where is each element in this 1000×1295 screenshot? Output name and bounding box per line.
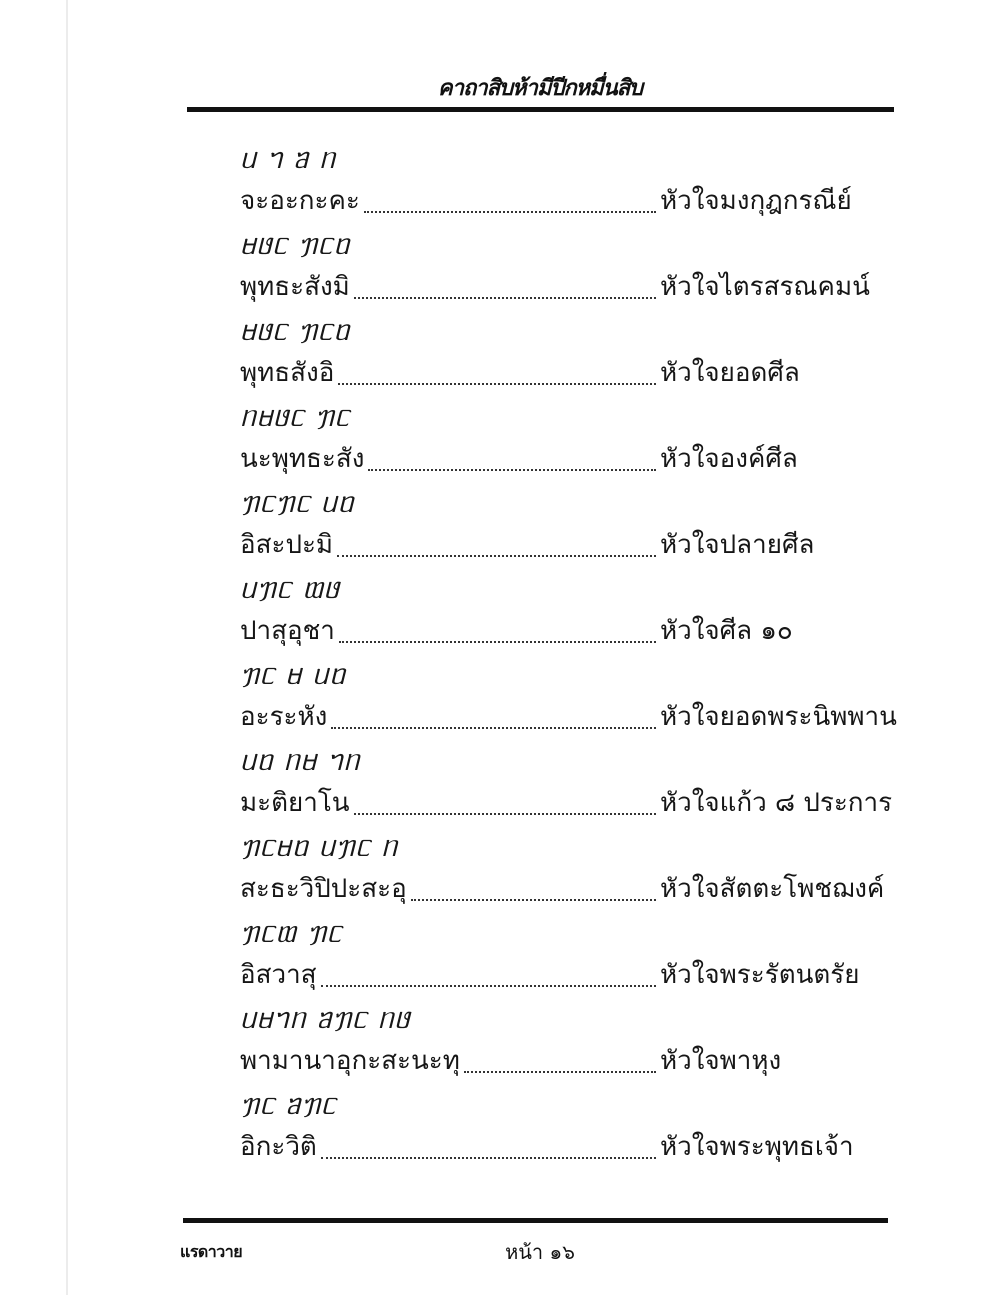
- dot-leader: [337, 555, 656, 557]
- entry-row: [240, 1127, 860, 1167]
- entry-row: [240, 869, 885, 909]
- script-line: ᥛᥳᥴ ᥟᥴᥝ: [240, 313, 351, 347]
- entry-row: [240, 1041, 860, 1081]
- dot-leader: [464, 1071, 656, 1073]
- entry-row: [240, 955, 860, 995]
- script-line: ᥛᥳᥴ ᥟᥴᥝ: [240, 227, 351, 261]
- entry-meaning: หัวใจพระรัตนตรัย: [660, 960, 860, 990]
- page-number: หน้า ๑๖: [505, 1240, 575, 1264]
- script-line: ᥙᥛᥐᥒ ᥑᥟᥴ ᥒᥳ: [240, 1001, 411, 1035]
- entry-row: [240, 439, 860, 479]
- entry-meaning: หัวใจยอดพระนิพพาน: [660, 702, 897, 732]
- entry-meaning: หัวใจปลายศีล: [660, 530, 815, 560]
- entry-meaning: หัวใจพระพุทธเจ้า: [660, 1132, 854, 1162]
- entry-syllables: ปาสุอุชา: [240, 616, 335, 646]
- script-line: ᥟᥴᥟᥴ ᥙᥝ: [240, 485, 355, 519]
- entry-meaning: หัวใจสัตตะโพชฌงค์: [660, 874, 885, 904]
- script-line: ᥟᥴ ᥛ ᥙᥝ: [240, 657, 346, 691]
- entry-syllables: จะอะกะคะ: [240, 186, 360, 216]
- page-edge: [66, 0, 68, 1295]
- footer-rule: [183, 1218, 888, 1223]
- script-line: ᥙᥝ ᥒᥛ ᥐᥒ: [240, 743, 361, 777]
- entry-meaning: หัวใจศีล ๑๐: [660, 616, 793, 646]
- entry-row: [240, 267, 870, 307]
- dot-leader: [354, 297, 656, 299]
- script-line: ᥟᥴᥛᥝ ᥙᥟᥴ ᥒ: [240, 829, 398, 863]
- entry-syllables: สะธะวิปิปะสะอุ: [240, 874, 407, 904]
- entry-syllables: พามานาอุกะสะนะทุ: [240, 1046, 460, 1076]
- script-line: ᥙᥟᥴ ᥗᥳ: [240, 571, 340, 605]
- entry-meaning: หัวใจองค์ศีล: [660, 444, 798, 474]
- entry-meaning: หัวใจไตรสรณคมน์: [660, 272, 870, 302]
- chant-content: [240, 135, 897, 1167]
- dot-leader: [331, 727, 656, 729]
- entry-row: [240, 611, 860, 651]
- dot-leader: [364, 211, 656, 213]
- entry-row: [240, 181, 860, 221]
- page-header-title: คาถาสิบห้ามีปีกหมื่นสิบ: [437, 76, 643, 101]
- entry-syllables: อิสวาสุ: [240, 960, 317, 990]
- script-line: ᥒᥛᥳᥴ ᥟᥴ: [240, 399, 351, 433]
- entry-syllables: อิสะปะมิ: [240, 530, 334, 560]
- dot-leader: [339, 641, 656, 643]
- dot-leader: [338, 383, 656, 385]
- entry-syllables: อะระหัง: [240, 702, 328, 732]
- entry-meaning: หัวใจยอดศีล: [660, 358, 800, 388]
- dot-leader: [321, 985, 656, 987]
- entry-syllables: นะพุทธะสัง: [240, 444, 365, 474]
- entry-row: [240, 697, 897, 737]
- entry-row: [240, 783, 893, 823]
- footer-brand: แรดาวาย: [180, 1244, 243, 1261]
- entry-syllables: อิกะวิติ: [240, 1132, 317, 1162]
- intro-script-line: ᥙ ᥐ ᥑ ᥒ: [240, 141, 337, 175]
- dot-leader: [411, 899, 656, 901]
- script-line: ᥟᥴᥗ ᥟᥴ: [240, 915, 343, 949]
- entry-syllables: พุทธะสังมิ: [240, 272, 350, 302]
- script-line: ᥟᥴ ᥑᥟᥴ: [240, 1087, 337, 1121]
- entry-meaning: หัวใจพาหุง: [660, 1046, 782, 1076]
- dot-leader: [368, 469, 656, 471]
- entry-row: [240, 353, 860, 393]
- entry-row: [240, 525, 860, 565]
- dot-leader: [354, 813, 656, 815]
- dot-leader: [321, 1157, 656, 1159]
- header-rule: [187, 107, 894, 112]
- entry-meaning: หัวใจแก้ว ๘ ประการ: [660, 788, 893, 818]
- entry-syllables: พุทธสังอิ: [240, 358, 335, 388]
- entry-syllables: มะติยาโน: [240, 788, 350, 818]
- entries-list: [240, 181, 897, 1167]
- entry-meaning: หัวใจมงกุฎกรณีย์: [660, 186, 852, 216]
